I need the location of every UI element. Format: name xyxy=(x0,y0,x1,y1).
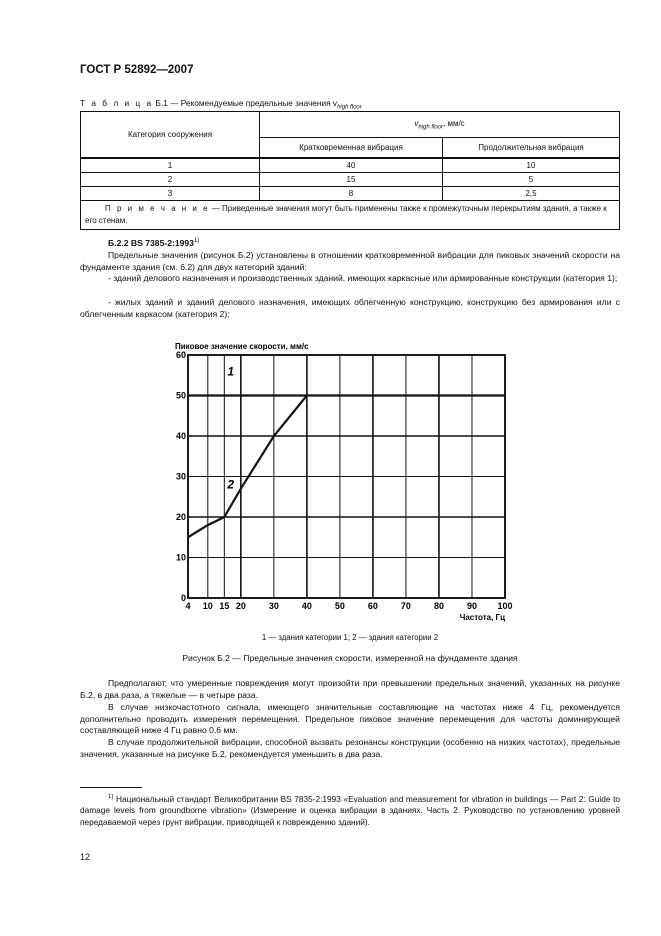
body-p2: В случае низкочастотного сигнала, имеющего значительные составляющие на частотах ниже 4 Гц, рекомендуется дополнительно проводить измерения перемещения. Предельное пиковое значение перемещения для частоты доминирующей составляющей ниже 4 Гц равно 0,6 мм. xyxy=(80,702,620,736)
footnote-text: Национальный стандарт Великобритании BS 7835-2:1993 «Evaluation and measurement for vibration in buildings — Part 2: Guide to damage levels from groundborne vibration» (Измерение и оценка вибрации в зданиях. Часть 2. Руководство по установлению уровней передаваемой через грунт вибрации, приводящей к повреждению зданий). xyxy=(80,793,620,828)
section-p2: - зданий делового назначения и производственных зданий, имеющих каркасные или армированные конструкции (категория 1); xyxy=(108,273,618,283)
body-p3: В случае продолжительной вибрации, способной вызвать резонансы конструкции (особенно на низких частотах), предельные значения, указанные на рисунке Б.2, рекомендуется уменьшить в два раза. xyxy=(80,737,620,759)
x-tick-label: 50 xyxy=(334,601,345,611)
group-sub: high floor xyxy=(418,124,443,131)
cell: 10 xyxy=(443,158,620,173)
caption-prefix: Т а б л и ц а xyxy=(80,98,154,108)
section-heading: Б.2.2 BS 7385-2:1993 xyxy=(108,237,194,248)
y-tick-label: 30 xyxy=(175,471,186,482)
footnote-ref: 1) xyxy=(193,238,200,244)
y-tick-label: 50 xyxy=(175,390,186,401)
y-tick-label: 40 xyxy=(175,431,186,441)
section-p3: - жилых зданий и зданий делового назначения, имеющих облегченную конструкцию, конструкцию без армирования или с облегченным каркасом (категория 2); xyxy=(80,297,620,319)
header-short: Кратковременная вибрация xyxy=(260,138,443,158)
y-tick-label: 60 xyxy=(175,350,186,360)
document-header: ГОСТ Р 52892—2007 xyxy=(80,64,194,76)
section-p1: Предельные значения (рисунок Б.2) установлены в отношении кратковременной вибрации для пиковых значений скорости на фундаменте здания (см. 6.2) для двух категорий зданий: xyxy=(80,250,620,272)
footnote xyxy=(80,792,620,829)
x-tick-label: 30 xyxy=(268,601,279,611)
cell: 5 xyxy=(443,172,620,186)
x-tick-label: 80 xyxy=(433,601,444,611)
caption-sub: high floor xyxy=(337,104,362,111)
cell: 15 xyxy=(260,172,443,186)
cell: 40 xyxy=(260,158,443,173)
y-tick-label: 0 xyxy=(180,593,186,603)
x-tick-label: 10 xyxy=(202,601,213,611)
footnote-mark: 1) xyxy=(108,794,114,800)
y-tick-label: 20 xyxy=(175,512,186,522)
figure-caption: Рисунок Б.2 — Предельные значения скорости, измеренной на фундаменте здания xyxy=(182,653,518,663)
y-axis-label: Пиковое значение скорости, мм/с xyxy=(175,342,309,351)
cell: 3 xyxy=(81,186,260,200)
x-tick-label: 70 xyxy=(400,601,411,611)
series-line-2 xyxy=(188,396,307,538)
x-tick-label: 40 xyxy=(301,601,312,611)
series-label-1: 1 xyxy=(227,364,235,379)
y-tick-label: 10 xyxy=(175,552,186,563)
x-tick-label: 4 xyxy=(185,601,191,611)
cell: 1 xyxy=(81,158,260,173)
x-tick-label: 100 xyxy=(497,601,513,611)
page-number: 12 xyxy=(80,852,91,862)
group-unit: , мм/с xyxy=(443,118,465,128)
x-tick-label: 60 xyxy=(367,601,378,611)
cell: 8 xyxy=(260,186,443,200)
header-category: Категория сооружения xyxy=(81,112,260,158)
cell: 2,5 xyxy=(443,186,620,200)
x-tick-label: 15 xyxy=(219,601,230,611)
header-long: Продолжительная вибрация xyxy=(443,138,620,158)
caption-text: Б.1 — Рекомендуемые предельные значения v xyxy=(155,98,338,108)
x-tick-label: 20 xyxy=(235,601,246,611)
figure-legend: 1 — здания категории 1; 2 — здания категории 2 xyxy=(261,633,439,642)
cell: 2 xyxy=(81,172,260,186)
group-v: v xyxy=(414,118,419,128)
x-axis-label: Частота, Гц xyxy=(459,613,505,622)
note-prefix: П р и м е ч а н и е xyxy=(105,203,210,213)
body-p1: Предполагают, что умеренные повреждения могут произойти при превышении предельных значений, указанных на рисунке Б.2, в два раза, а тяжелые — в четыре раза. xyxy=(80,678,620,700)
series-label-2: 2 xyxy=(227,477,235,492)
footnote-divider xyxy=(80,787,142,788)
x-tick-label: 90 xyxy=(466,601,477,611)
note-text: — Приведенные значения могут быть применены также к промежуточным перекрытиям здания, а также к его стенам. xyxy=(85,203,607,225)
